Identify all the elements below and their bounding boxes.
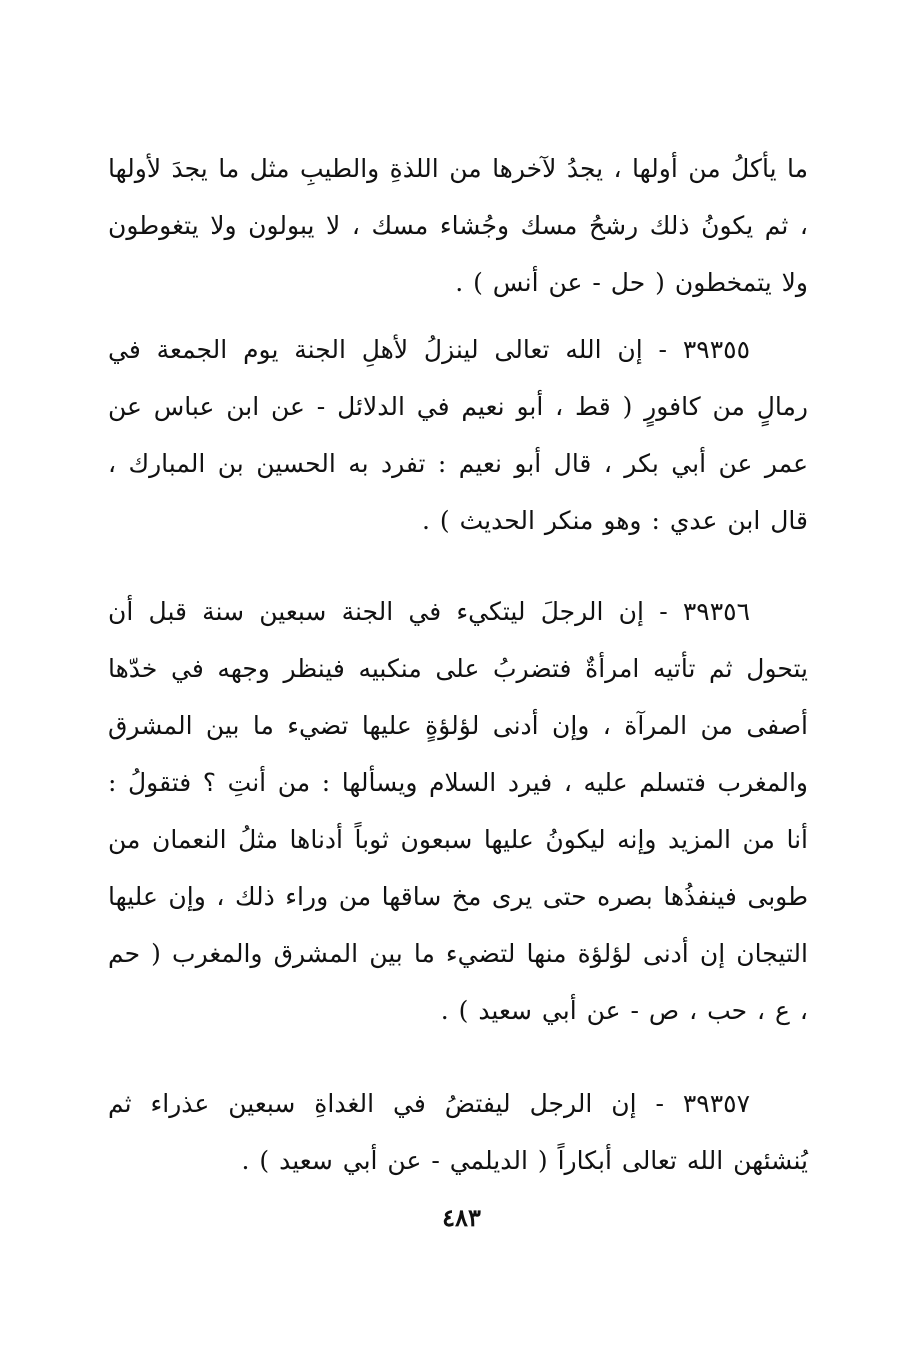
passage-text: - إن الرجل ليفتضُ في الغداةِ سبعين عذراء ثم يُنشئهن الله تعالى أبكاراً ( الديلمي - عن أبي سعيد ) . [108, 1089, 808, 1175]
passage-continuation [108, 140, 808, 311]
passage-text: - إن الله تعالى لينزلُ لأهلِ الجنة يوم الجمعة في رمالٍ من كافورٍ ( قط ، أبو نعيم في الدلائل - عن ابن عباس عن عمر عن أبي بكر ، قال أبو نعيم : تفرد به الحسين بن المبارك ، قال ابن عدي : وهو منكر الحديث ) . [108, 335, 808, 535]
hadith-39355 [108, 321, 808, 549]
passage-text: - إن الرجلَ ليتكيء في الجنة سبعين سنة قبل أن يتحول ثم تأتيه امرأةٌ فتضربُ على منكبيه فينظر وجهه في خدّها أصفى من المرآة ، وإن أدنى لؤلؤةٍ عليها تضيء ما بين المشرق والمغرب فتسلم عليه ، فيرد السلام ويسألها : من أنتِ ؟ فتقولُ : أنا من المزيد وإنه ليكونُ عليها سبعون ثوباً أدناها مثلُ النعمان من طوبى فينفذُها بصره حتى يرى مخ ساقها من وراء ذلك ، وإن عليها التيجان إن أدنى لؤلؤة منها لتضيء ما بين المشرق والمغرب ( حم ، ع ، حب ، ص - عن أبي سعيد ) . [108, 597, 808, 1025]
hadith-39357 [108, 1075, 808, 1189]
hadith-number: ٣٩٣٥٧ [682, 1089, 750, 1118]
hadith-number: ٣٩٣٥٥ [682, 335, 750, 364]
hadith-39356 [108, 583, 808, 1039]
page-number: ٤٨٣ [442, 1203, 481, 1232]
hadith-number: ٣٩٣٥٦ [682, 597, 751, 626]
passage-text: ما يأكلُ من أولها ، يجدُ لآخرها من اللذةِ والطيبِ مثل ما يجدَ لأولها ، ثم يكونُ ذلك رشحُ مسك وجُشاء مسك ، لا يبولون ولا يتغوطون ولا يتمخطون ( حل - عن أنس ) . [108, 154, 808, 297]
